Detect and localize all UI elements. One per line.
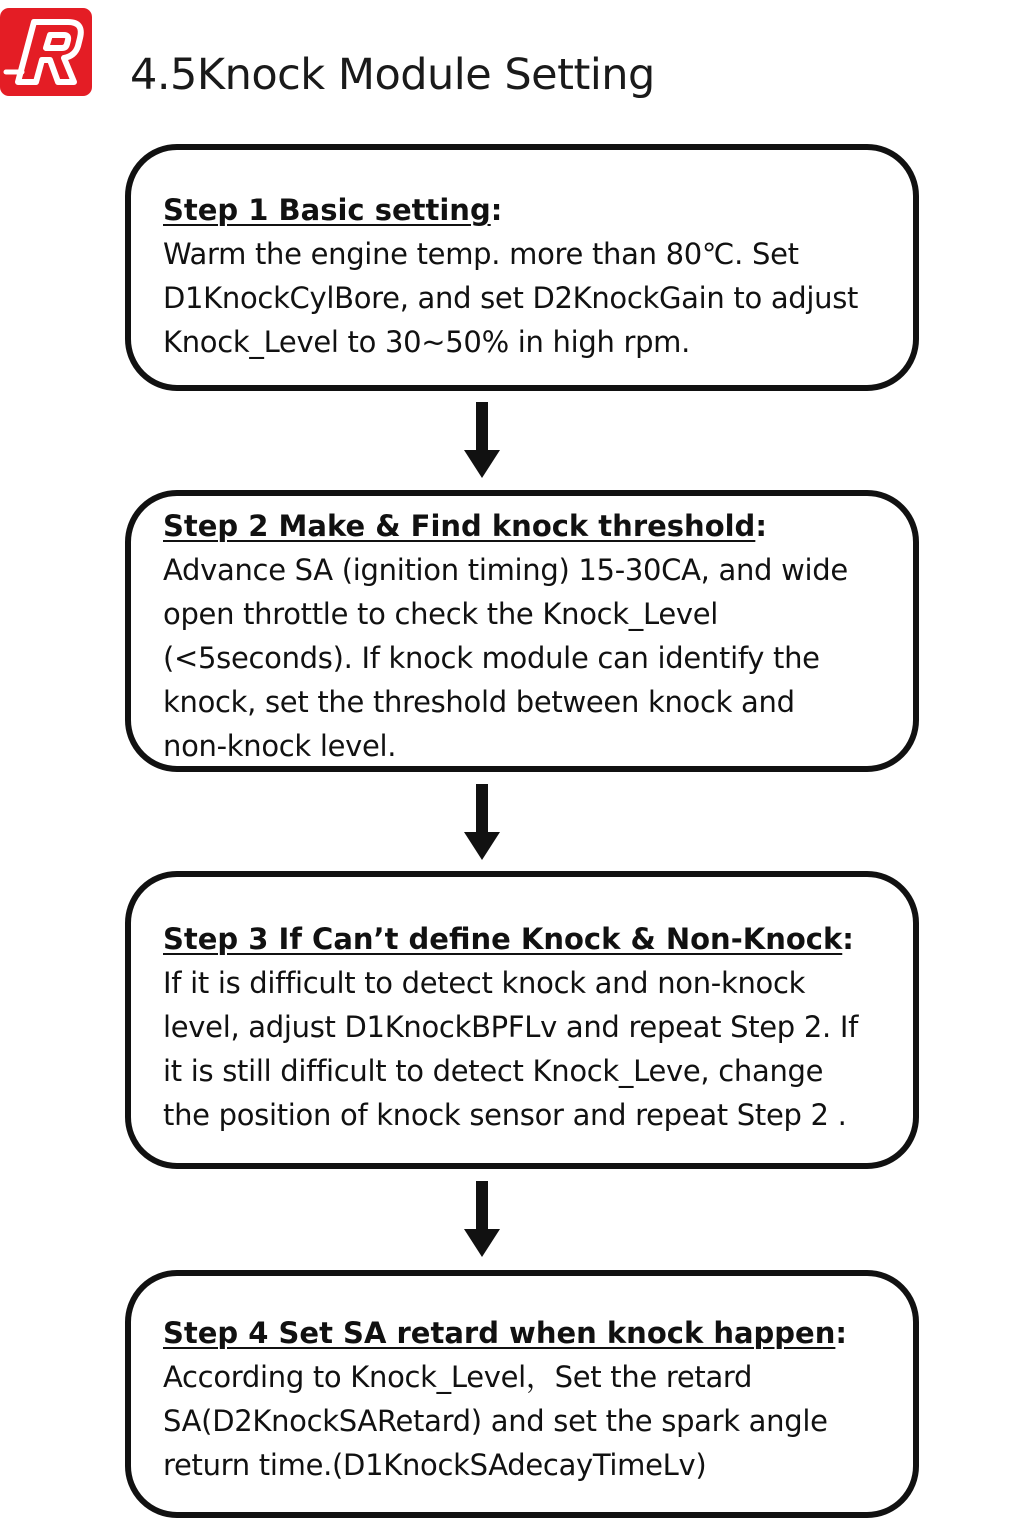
step-3-line: it is still difficult to detect Knock_Leve, change — [163, 1054, 824, 1088]
page-title: 4.5Knock Module Setting — [130, 50, 655, 100]
step-2-heading — [163, 504, 883, 548]
step-3-line: level, adjust D1KnockBPFLv and repeat Step 2. If — [163, 1010, 858, 1044]
step-4-body — [163, 1355, 883, 1487]
step-1-line: Warm the engine temp. more than 80℃. Set — [163, 237, 799, 271]
step-1-heading — [163, 188, 883, 232]
step-2-box — [125, 490, 919, 772]
step-3-line: the position of knock sensor and repeat Step 2 . — [163, 1098, 847, 1132]
step-4-box — [125, 1270, 919, 1518]
down-arrow-icon — [462, 784, 502, 862]
step-3-box — [125, 871, 919, 1169]
step-2-line: (<5seconds). If knock module can identify the — [163, 641, 820, 675]
step-1-line: Knock_Level to 30~50% in high rpm. — [163, 325, 691, 359]
step-2-line: Advance SA (ignition timing) 15-30CA, and wide — [163, 553, 848, 587]
step-1-box — [125, 144, 919, 391]
step-1-heading-colon: : — [490, 193, 503, 227]
step-4-heading-text: Step 4 Set SA retard when knock happen — [163, 1316, 836, 1350]
step-3-heading-colon: : — [842, 922, 854, 956]
step-4-line: return time.(D1KnockSAdecayTimeLv) — [163, 1448, 707, 1482]
step-1-line: D1KnockCylBore, and set D2KnockGain to adjust — [163, 281, 859, 315]
down-arrow-icon — [462, 1181, 502, 1259]
step-2-line: open throttle to check the Knock_Level — [163, 597, 719, 631]
step-4-line: According to Knock_Level，Set the retard — [163, 1360, 753, 1394]
step-1-heading-text: Step 1 Basic setting — [163, 193, 491, 227]
step-3-line: If it is difficult to detect knock and non-knock — [163, 966, 806, 1000]
step-4-heading-colon: : — [835, 1316, 847, 1350]
step-1-body — [163, 232, 883, 364]
step-2-line: knock, set the threshold between knock and — [163, 685, 795, 719]
step-2-body — [163, 548, 883, 768]
step-2-line: non-knock level. — [163, 729, 397, 763]
step-4-heading — [163, 1311, 883, 1355]
step-4-line: SA(D2KnockSARetard) and set the spark angle — [163, 1404, 828, 1438]
step-3-body — [163, 961, 883, 1137]
step-2-heading-colon: : — [755, 509, 767, 543]
step-3-heading — [163, 917, 883, 961]
step-3-heading-text: Step 3 If Can’t define Knock & Non-Knock — [163, 922, 843, 956]
step-2-heading-text: Step 2 Make & Find knock threshold — [163, 509, 756, 543]
down-arrow-icon — [462, 402, 502, 480]
brand-logo-icon — [0, 8, 92, 96]
